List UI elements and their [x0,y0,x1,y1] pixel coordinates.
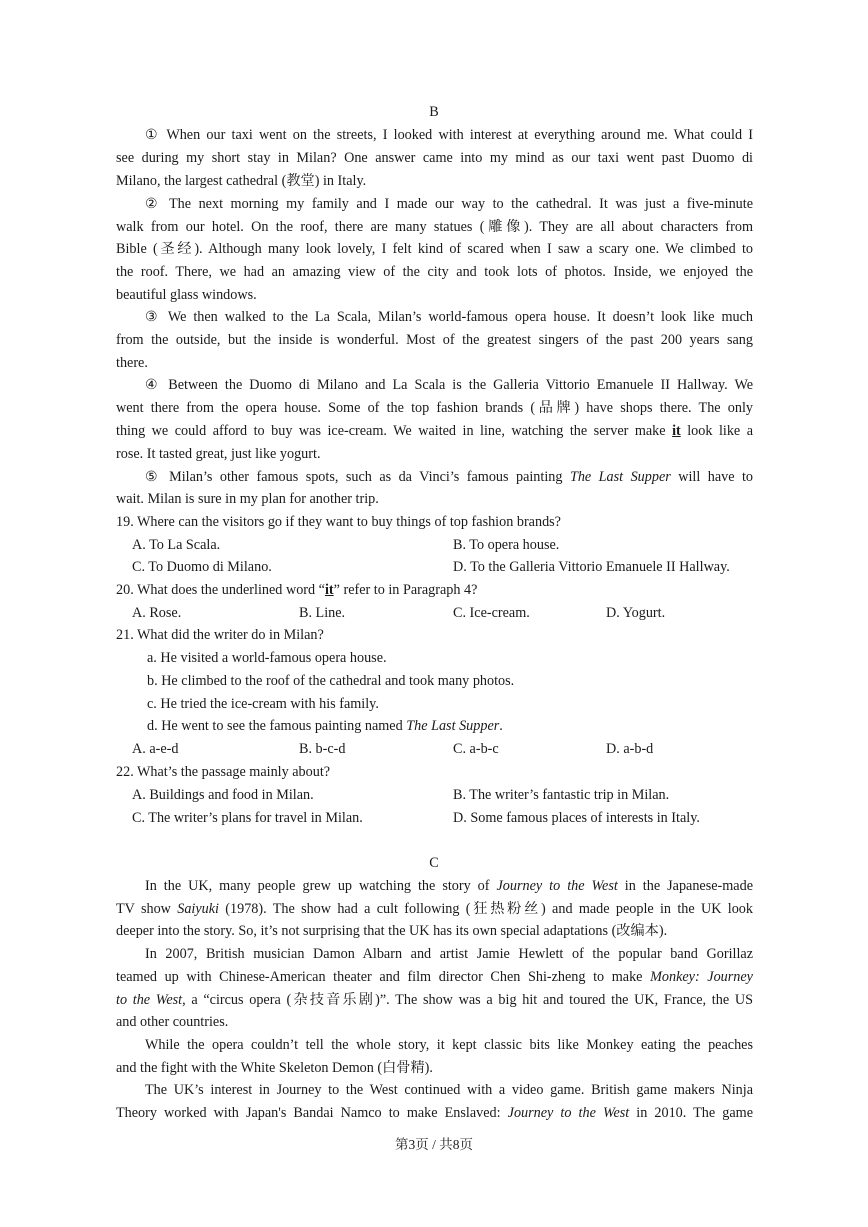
painting-title: The Last Supper [569,469,671,485]
c-paragraph-2-line: and other countries. [116,1014,229,1030]
q21-option-d[interactable]: D. a-b-d [606,741,654,757]
c-paragraph-2-line [116,990,753,1010]
q22-option-b[interactable]: B. The writer’s fantastic trip in Milan. [453,787,670,803]
paragraph-3-line: there. [116,355,148,371]
c-paragraph-4-line: The UK’s interest in Journey to the West continued with a video game. British game makers Ninja [145,1082,753,1098]
text-span: 20. What does the underlined word “ [116,582,325,598]
q21-statement-a: a. He visited a world-famous opera house. [147,650,387,666]
c-paragraph-1-line: deeper into the story. So, it’s not surprising that the UK has its own special adaptations (改编本). [116,923,668,939]
text-span: teamed up with Chinese-American theater and film director Chen Shi-zheng to make [116,969,651,985]
q19-option-c[interactable]: C. To Duomo di Milano. [132,559,272,575]
paragraph-3-line: ③ We then walked to the La Scala, Milan’s world-famous opera house. It doesn’t look like much [145,309,753,325]
text-span: d. He went to see the famous painting named [147,718,407,734]
paragraph-1-line: Milano, the largest cathedral (教堂) in Italy. [116,173,367,189]
text-span: Theory worked with Japan's Bandai Namco to make Enslaved: [116,1105,508,1121]
paragraph-3-line: from the outside, but the inside is wonderful. Most of the greatest singers of the past 200 years sang [116,332,753,348]
q21-option-b[interactable]: B. b-c-d [299,741,346,757]
c-paragraph-1-line [116,899,753,919]
q20-option-b[interactable]: B. Line. [299,605,346,621]
painting-title: The Last Supper [406,718,500,734]
q21-statement-b: b. He climbed to the roof of the cathedral and took many photos. [147,673,515,689]
text-span: will have to [670,469,754,485]
q19-option-b[interactable]: B. To opera house. [453,537,560,553]
paragraph-1-line: ① When our taxi went on the streets, I looked with interest at everything around me. What could I [145,127,753,143]
text-span: TV show [116,901,178,917]
paragraph-5-line: wait. Milan is sure in my plan for another trip. [116,491,379,507]
story-title: Journey to the West [496,878,618,894]
c-paragraph-2-line [116,967,753,987]
show-title: to the West [116,992,183,1008]
text-span: , a “circus opera (杂技音乐剧)”. The show was a big hit and toured the UK, France, the US [182,992,753,1008]
q21-option-a[interactable]: A. a-e-d [132,741,179,757]
paragraph-2-line: Bible (圣经). Although many look lovely, I felt kind of scared when I saw a scary one. We climbed to [116,241,753,257]
paragraph-4-line: ④ Between the Duomo di Milano and La Scala is the Galleria Vittorio Emanuele II Hallway. We [145,377,753,393]
q22-option-c[interactable]: C. The writer’s plans for travel in Milan. [132,810,363,826]
text-span: ⑤ Milan’s other famous spots, such as da Vinci’s famous painting [145,469,570,485]
q19-option-d[interactable]: D. To the Galleria Vittorio Emanuele II Hallway. [453,559,730,575]
q21-statement-c: c. He tried the ice-cream with his family. [147,696,379,712]
q20-option-a[interactable]: A. Rose. [132,605,182,621]
show-title: Monkey: Journey [650,969,753,985]
q22-option-a[interactable]: A. Buildings and food in Milan. [132,787,314,803]
text-span: in the Japanese-made [617,878,753,894]
c-paragraph-3-line: While the opera couldn’t tell the whole story, it kept classic bits like Monkey eating the peaches [145,1037,753,1053]
text-span: . [499,718,503,734]
text-span: In the UK, many people grew up watching the story of [145,878,497,894]
question-21-stem: 21. What did the writer do in Milan? [116,627,324,643]
paragraph-2-line: the roof. There, we had an amazing view of the city and took lots of photos. Inside, we enjoyed the [116,264,753,280]
question-20-stem [116,580,477,600]
underlined-word: it [672,423,681,439]
text-span: (1978). The show had a cult following (狂热粉丝) and made people in the UK look [218,901,753,917]
question-22-stem: 22. What’s the passage mainly about? [116,764,331,780]
q20-option-d[interactable]: D. Yogurt. [606,605,666,621]
paragraph-2-line: walk from our hotel. On the roof, there are many statues (雕像). They are all about characters from [116,219,753,235]
c-paragraph-1-line [145,876,753,896]
paragraph-4-line: rose. It tasted great, just like yogurt. [116,446,321,462]
section-c-letter: C [429,855,439,871]
c-paragraph-3-line: and the fight with the White Skeleton Demon (白骨精). [116,1060,433,1076]
text-span: in 2010. The game [629,1105,753,1121]
paragraph-1-line: see during my short stay in Milan? One answer came into my mind as our taxi went past Duomo di [116,150,753,166]
q22-option-d[interactable]: D. Some famous places of interests in Italy. [453,810,700,826]
q21-option-c[interactable]: C. a-b-c [453,741,499,757]
show-title: Saiyuki [177,901,219,917]
c-paragraph-4-line [116,1103,753,1123]
game-title: Journey to the West [507,1105,630,1121]
underlined-word: it [324,582,334,598]
paragraph-2-line: beautiful glass windows. [116,287,257,303]
paragraph-4-line [116,421,753,441]
section-b-letter: B [429,104,439,120]
page-number: 第3页 / 共8页 [394,1137,473,1152]
paragraph-2-line: ② The next morning my family and I made our way to the cathedral. It was just a five-minute [145,196,753,212]
question-19-stem: 19. Where can the visitors go if they want to buy things of top fashion brands? [116,514,561,530]
paragraph-4-line: went there from the opera house. Some of the top fashion brands (品牌) have shops there. The only [116,400,753,416]
text-span: ” refer to in Paragraph 4? [333,582,478,598]
text-span: thing we could afford to buy was ice-cream. We waited in line, watching the server make [116,423,673,439]
q19-option-a[interactable]: A. To La Scala. [132,537,221,553]
q21-statement-d [147,716,503,736]
c-paragraph-2-line: In 2007, British musician Damon Albarn and artist Jamie Hewlett of the popular band Gorillaz [145,946,753,962]
text-span: look like a [680,423,754,439]
q20-option-c[interactable]: C. Ice-cream. [453,605,530,621]
paragraph-5-line [145,467,753,487]
